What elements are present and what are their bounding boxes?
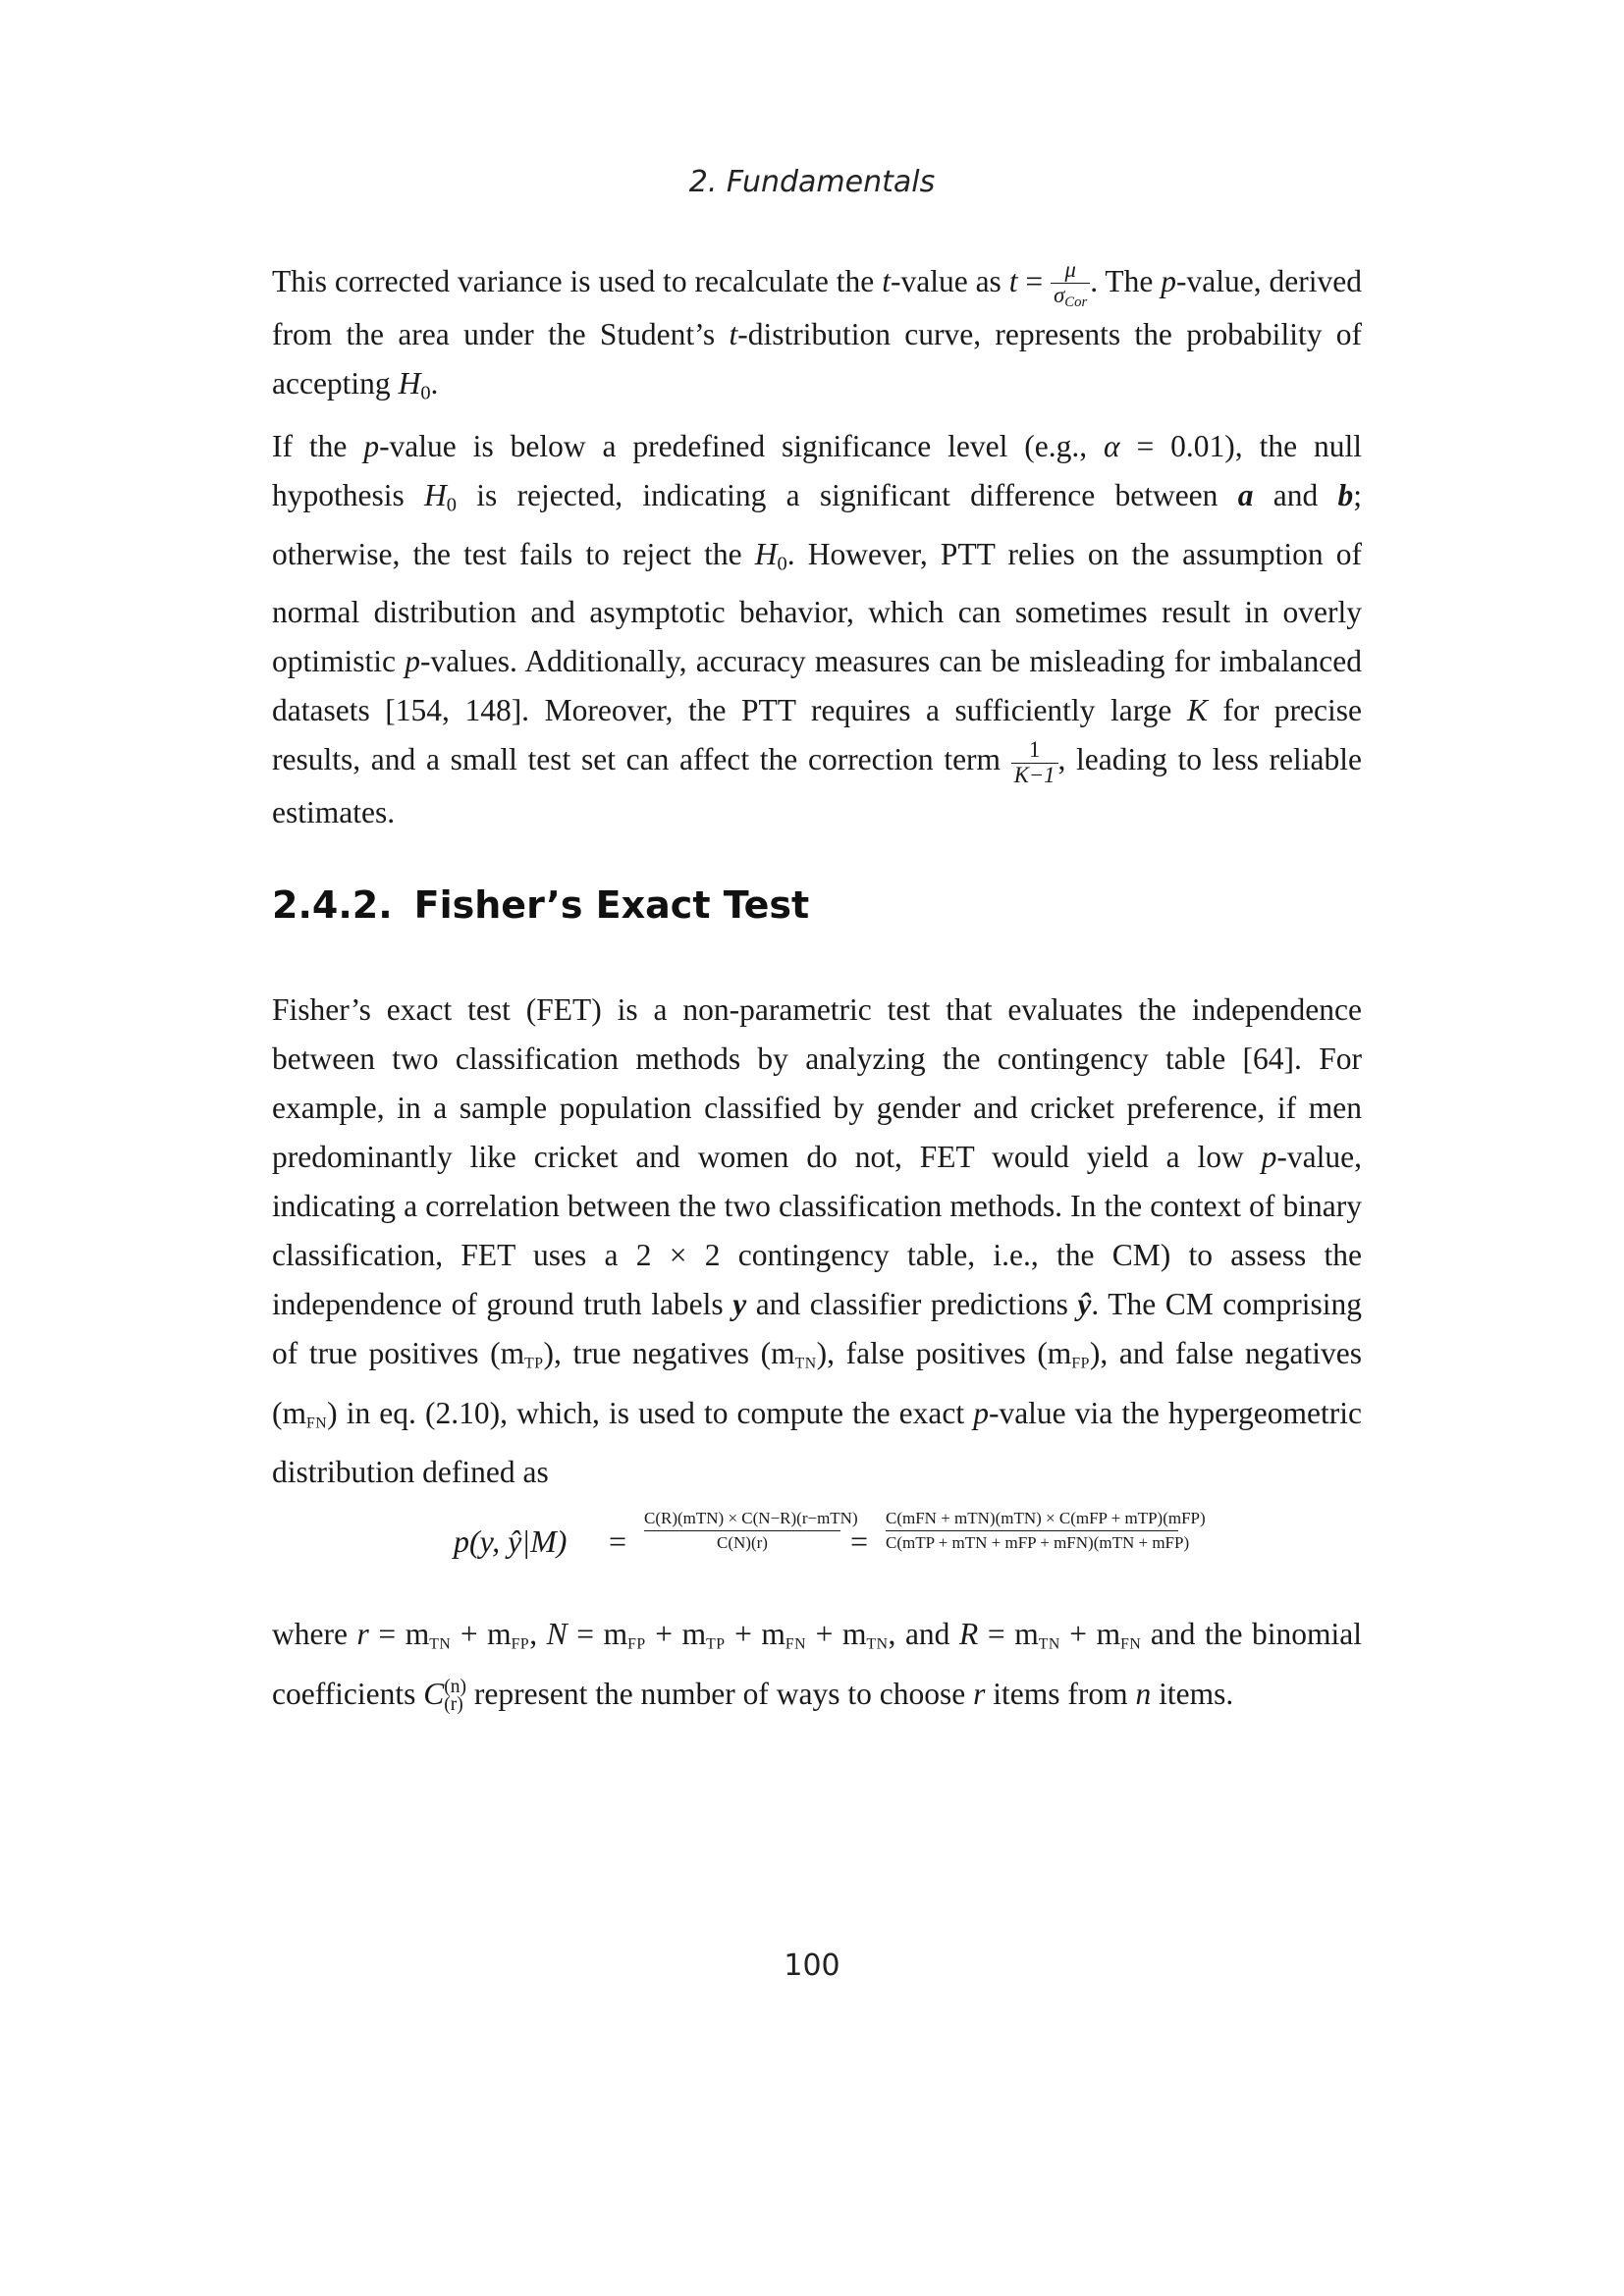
text: = (1017, 264, 1052, 298)
text: -values. Additionally, accuracy measures can be misleading for imbalanced datasets [154, 148]. Moreover, the PTT requires a sufficiently large (272, 644, 1362, 728)
text: is rejected, indicating a significant difference between (457, 478, 1238, 512)
subscript: FP (511, 1635, 530, 1653)
text: = m (368, 1617, 430, 1651)
text: ) in eq. (2.10), which, is used to compute the exact (327, 1395, 974, 1430)
subscript: TN (1038, 1635, 1060, 1653)
subscript: TN (429, 1635, 452, 1653)
binomial-indices (444, 1676, 467, 1716)
text: , (529, 1617, 547, 1651)
subscript: TP (524, 1355, 544, 1372)
text: Fisher’s exact test (FET) is a non-parametric test that evaluates the independence between two classification methods by analyzing the contingency table [64]. For example, in a sample population classified by gender and cricket preference, if men predominantly like cricket and women do not, FET would yield a low (272, 992, 1362, 1174)
text: -value, derived from the area under the Student’s (272, 264, 1362, 352)
frac-numerator: 1 (1011, 738, 1058, 764)
subscript: TN (866, 1635, 889, 1653)
text: + m (645, 1617, 707, 1651)
math-var: H (424, 478, 447, 512)
text: ), and false negatives (m (272, 1336, 1362, 1430)
text: If the (272, 429, 364, 463)
text: . The CM comprising of true positives (m (272, 1287, 1362, 1370)
fraction-correction-term (1011, 738, 1058, 788)
fraction-2-numerator: C(mFN + mTN)(mTN) × C(mFP + mTP)(mFP) (886, 1510, 1178, 1531)
text: and classifier predictions (746, 1287, 1078, 1321)
hypergeometric-equation (0, 1502, 1624, 1600)
math-var: r (973, 1676, 986, 1711)
text: and (1253, 478, 1338, 512)
math-vector: ŷ (1077, 1287, 1092, 1321)
text: for precise results, and a small test set can affect the correction term (272, 693, 1362, 777)
equals-sign: = (609, 1523, 627, 1559)
text: items. (1151, 1676, 1234, 1711)
section-title: Fisher’s Exact Test (413, 883, 810, 927)
equation-lhs (454, 1523, 567, 1560)
math-var: t (1008, 264, 1018, 298)
paragraph-significance (272, 422, 1362, 837)
math-var: p (973, 1395, 989, 1430)
text: + m (1059, 1617, 1121, 1651)
text: ), false positives (m (816, 1336, 1072, 1370)
fraction-mu-over-sigma (1051, 258, 1090, 310)
subscript: TN (794, 1355, 817, 1372)
subscript: FN (306, 1415, 328, 1432)
equation-fraction-2 (886, 1509, 1206, 1552)
text: , and (888, 1617, 960, 1651)
superscript: (n) (444, 1676, 467, 1697)
math-vector: b (1337, 478, 1354, 512)
text: -distribution curve, represents the probability of accepting (272, 317, 1362, 401)
text: ), true negatives (m (543, 1336, 795, 1370)
running-head: 2. Fundamentals (688, 165, 936, 199)
math-var: N (546, 1617, 568, 1651)
math-var: K (1186, 693, 1208, 728)
subscript: FP (627, 1635, 646, 1653)
text: -value via the hypergeometric distribution defined as (272, 1395, 1362, 1490)
page-number: 100 (784, 1949, 840, 1983)
text: + m (725, 1617, 785, 1651)
frac-numerator: μ (1064, 257, 1076, 283)
equation-lhs-text: p(y, ŷ|M) (454, 1523, 568, 1559)
text: ; otherwise, the test fails to reject the (272, 478, 1362, 571)
math-vector: a (1237, 478, 1254, 512)
subscript: 0 (420, 383, 431, 405)
text: . The (1090, 264, 1162, 298)
math-var: t (729, 317, 738, 352)
paragraph-fisher-description (272, 986, 1362, 1497)
equation-fraction-1 (644, 1509, 858, 1552)
text: where (272, 1617, 357, 1651)
math-var: p (363, 429, 380, 463)
subscript: 0 (777, 553, 787, 575)
text: -value is below a predefined significance level (e.g., (379, 429, 1105, 463)
text: = m (978, 1617, 1039, 1651)
text: + m (451, 1617, 512, 1651)
math-var: α (1104, 429, 1120, 463)
fraction-2-denominator: C(mTP + mTN + mFP + mFN)(mTN + mFP) (886, 1532, 1190, 1552)
text: items from (985, 1676, 1136, 1711)
math-vector: y (732, 1287, 747, 1321)
text: and the binomial coefficients (272, 1617, 1362, 1711)
section-number: 2.4.2. (272, 883, 393, 927)
math-var: C (423, 1676, 445, 1711)
math-var: p (405, 644, 421, 679)
math-var: H (398, 366, 421, 401)
text: -value, indicating a correlation between the two classification methods. In the context of binary classification, FET uses a 2 × 2 contingency table, i.e., the CM) to assess the independence of ground truth labels (272, 1140, 1362, 1321)
math-var: r (356, 1617, 369, 1651)
subscript: 0 (446, 494, 458, 516)
text: This corrected variance is used to recalculate the (272, 264, 883, 298)
math-var: p (1161, 264, 1177, 298)
fraction-1-denominator: C(N)(r) (717, 1532, 768, 1552)
paragraph-corrected-variance (272, 257, 1362, 418)
subscript: FN (785, 1635, 807, 1653)
subscript: TP (706, 1635, 726, 1653)
math-var: H (754, 536, 778, 571)
frac-denominator: σ (1054, 283, 1065, 308)
math-var: R (959, 1617, 979, 1651)
subscript: FP (1071, 1355, 1090, 1372)
subscript: (r) (444, 1694, 463, 1716)
text: = 0.01), the null hypothesis (272, 429, 1363, 512)
math-var: t (882, 264, 891, 298)
frac-denominator: K−1 (1013, 762, 1056, 787)
text: + m (806, 1617, 867, 1651)
text: , leading to less reliable estimates. (272, 742, 1362, 829)
text: . However, PTT relies on the assumption of normal distribution and asymptotic behavior, which can sometimes result in overly optimistic (272, 536, 1363, 679)
text: represent the number of ways to choose (466, 1676, 974, 1711)
math-var: p (1261, 1140, 1277, 1174)
fraction-1-numerator: C(R)(mTN) × C(N−R)(r−mTN) (644, 1510, 840, 1531)
paragraph-where-definitions (272, 1610, 1362, 1719)
subscript: FN (1120, 1635, 1142, 1653)
equals-sign: = (850, 1523, 869, 1559)
text: . (430, 366, 439, 401)
text: -value as (890, 264, 1009, 298)
frac-den-subscript: Cor (1064, 294, 1088, 311)
math-var: n (1135, 1676, 1152, 1711)
text: = m (567, 1617, 628, 1651)
section-heading (272, 883, 809, 927)
